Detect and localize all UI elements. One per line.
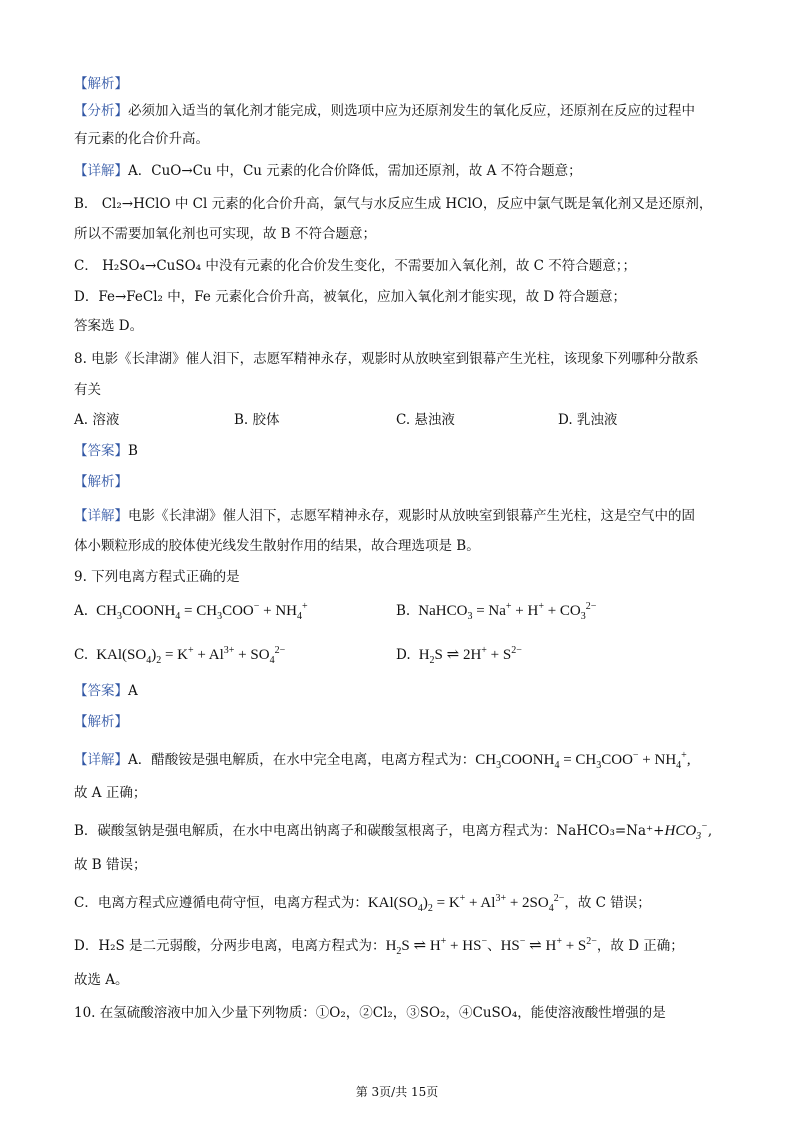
detail-9-a-cont: 故 A 正确； (74, 785, 147, 801)
detail-9-c (74, 893, 734, 913)
option-label: A. (74, 603, 89, 619)
equation: HS− ⇌ $H^+ + S^{2-}$ (500, 936, 597, 954)
paragraph: 所以不需要加氧化剂也可实现，故 B 不符合题意； (74, 226, 377, 242)
detail-9-d (74, 936, 734, 956)
q9-option-c (74, 644, 285, 666)
analysis-tag: 【解析】 (74, 76, 128, 92)
text: 、 (487, 938, 501, 954)
detail-8-cont: 体小颗粒形成的胶体使光线发生散射作用的结果，故合理选项是 B。 (74, 538, 480, 554)
text: D．H₂S 是二元弱酸，分两步电离，电离方程式为： (74, 938, 386, 954)
paragraph: 有元素的化合价升高。 (74, 131, 209, 147)
text: 必须加入适当的氧化剂才能完成，则选项中应为还原剂发生的氧化反应，还原剂在反应的过程中 (128, 103, 695, 119)
equation: $HCO_3^-$ (664, 821, 708, 842)
question-8: 8. 电影《长津湖》催人泪下，志愿军精神永存，观影时从放映室到银幕产生光柱，该现象下列哪种分散系 (74, 351, 699, 367)
answer-label: 【答案】 (74, 683, 128, 699)
paragraph (74, 101, 734, 121)
question-8-cont: 有关 (74, 382, 101, 398)
detail-9-a (74, 750, 734, 770)
question-10: 10. 在氢硫酸溶液中加入少量下列物质：①O₂，②Cl₂，③SO₂，④CuSO₄，能使溶液酸性增强的是 (74, 1005, 666, 1021)
detail-8 (74, 506, 734, 526)
answer-choice: 答案选 D。 (74, 318, 144, 334)
equation: $KAl(SO_4)_2 = K^+ + Al^{3+} + 2SO_4^{2-}$ (367, 893, 565, 914)
q8-option-c: C. 悬浊液 (396, 412, 455, 428)
text: 电影《长津湖》催人泪下，志愿军精神永存，观影时从放映室到银幕产生光柱，这是空气中的固 (128, 508, 695, 524)
paragraph: C． H₂SO₄→CuSO₄ 中没有元素的化合价发生变化，不需要加入氧化剂，故 C 不符合题意；； (74, 258, 637, 274)
option-label: D. (396, 647, 411, 663)
q8-option-b: B. 胶体 (234, 412, 280, 428)
paragraph: D．Fe→FeCl₂ 中，Fe 元素化合价升高，被氧化，应加入氧化剂才能实现，故 D 符合题意； (74, 289, 627, 305)
paragraph: B． Cl₂→HClO 中 Cl 元素的化合价升高，氯气与水反应生成 HClO，反应中氯气既是氧化剂又是还原剂， (74, 196, 713, 212)
text: A．CuO→Cu 中，Cu 元素的化合价降低，需加还原剂，故 A 不符合题意； (128, 163, 582, 179)
detail-9-conclusion: 故选 A。 (74, 972, 129, 988)
equation: $CH_3COONH_4 = CH_3COO^- + NH_4^+$ (92, 601, 308, 622)
q9-option-a (74, 600, 308, 622)
equation: $CH_3COONH_4 = CH_3COO^- + NH_4^+$, (475, 750, 691, 771)
answer-8 (74, 441, 734, 461)
detail-9-b: B．碳酸氢钠是强电解质，在水中电离出钠离子和碳酸氢根离子，电离方程式为：$NaHCO_3=Na^++HCO_3^-$, (74, 821, 713, 842)
question-9: 9. 下列电离方程式正确的是 (74, 569, 240, 585)
detail-label: 【详解】 (74, 508, 128, 524)
q9-option-d (396, 644, 522, 666)
answer-label: 【答案】 (74, 443, 128, 459)
q8-option-d: D. 乳浊液 (558, 412, 618, 428)
detail-label: 【详解】 (74, 163, 128, 179)
answer-value: A (128, 683, 138, 699)
text: ，故 D 正确； (596, 938, 684, 954)
option-label: C. (74, 647, 89, 663)
equation: $KAl(SO_4)_2 = K^+ + Al^{3+} + SO_4^{2-}$ (92, 645, 286, 666)
equation: $H_2S$ ⇌ $2H^+ + S^{2-}$ (414, 645, 522, 666)
paragraph (74, 161, 734, 181)
equation: NaHCO$_3$ = $Na^+ + H^+ + CO_3^{2-}$ (414, 601, 597, 622)
analysis-tag: 【解析】 (74, 714, 128, 730)
text: C．电离方程式应遵循电荷守恒，电离方程式为： (74, 895, 368, 911)
q8-option-a: A. 溶液 (74, 412, 120, 428)
page-number: 第 3页/共 15页 (355, 1085, 439, 1099)
text: ，故 C 错误； (564, 895, 651, 911)
answer-value: B (128, 443, 138, 459)
equation: $H_2S$ ⇌ H+ + HS− (385, 936, 488, 957)
answer-9 (74, 681, 734, 701)
q9-option-b (396, 600, 596, 622)
analysis-tag: 【解析】 (74, 474, 128, 490)
analysis-label: 【分析】 (74, 103, 128, 119)
option-label: B. (396, 603, 411, 619)
detail-9-b-cont: 故 B 错误； (74, 857, 147, 873)
text: B．碳酸氢钠是强电解质，在水中电离出钠离子和碳酸氢根离子，电离方程式为：NaHCO₃=Na⁺+ (74, 823, 665, 839)
text: A．醋酸铵是强电解质，在水中完全电离，电离方程式为： (128, 752, 476, 768)
detail-label: 【详解】 (74, 752, 128, 768)
